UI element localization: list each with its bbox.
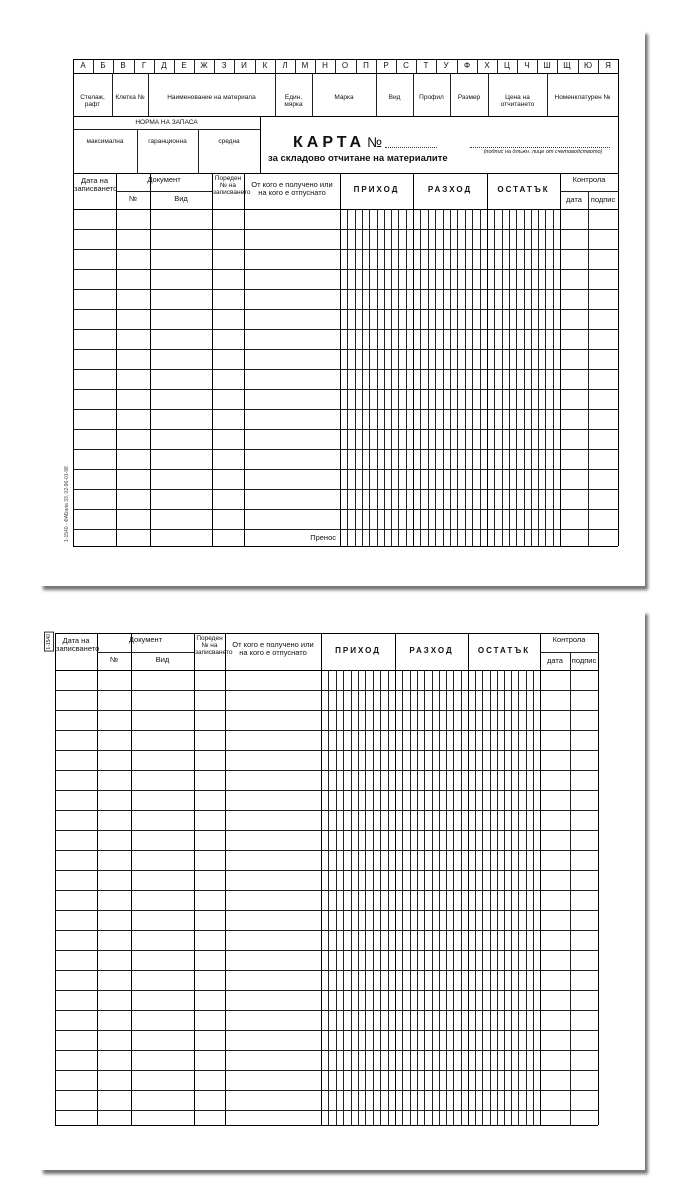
column-document-header: Документ: [128, 635, 163, 644]
column-from-to-header: От кого е получено или на кого е отпуснато: [251, 180, 333, 198]
grid-line: [365, 670, 366, 1125]
grid-line: [55, 633, 56, 1125]
grid-line: [343, 670, 344, 1125]
grid-line: [410, 670, 411, 1125]
grid-line: [73, 509, 618, 510]
grid-line: [55, 1050, 598, 1051]
alphabet-letter: Ж: [200, 61, 208, 70]
alphabet-letter: И: [241, 61, 247, 70]
grid-line: [391, 209, 392, 546]
form-back-sheet: [40, 610, 645, 1170]
grid-line: [55, 710, 598, 711]
grid-line: [480, 209, 481, 546]
grid-line: [97, 652, 194, 653]
grid-line: [417, 670, 418, 1125]
grid-line: [432, 670, 433, 1125]
column-expense-header: РАЗХОД: [409, 645, 454, 655]
alphabet-letter: У: [443, 61, 449, 70]
grid-line: [73, 469, 618, 470]
column-from-to-header: От кого е получено или на кого е отпуснато: [232, 640, 314, 658]
grid-line: [55, 770, 598, 771]
grid-line: [618, 116, 619, 173]
grid-line: [468, 633, 469, 1125]
form-front-sheet: [40, 30, 645, 586]
grid-line: [490, 670, 491, 1125]
grid-line: [465, 209, 466, 546]
grid-line: [395, 633, 396, 1125]
header-field-stelaj: Стелаж, рафт: [80, 94, 105, 109]
grid-line: [137, 129, 138, 173]
grid-line: [321, 633, 322, 1125]
grid-line: [73, 349, 618, 350]
grid-line: [55, 930, 598, 931]
grid-line: [509, 209, 510, 546]
grid-line: [55, 910, 598, 911]
column-control-header: Контрола: [552, 635, 586, 644]
form-back-grid: [40, 610, 645, 1170]
column-control-signature-header: подпис: [590, 195, 616, 204]
alphabet-letter: С: [403, 61, 409, 70]
alphabet-letter: Л: [282, 61, 288, 70]
column-doc-number-header: №: [128, 194, 138, 203]
grid-line: [73, 289, 618, 290]
alphabet-letter: Р: [383, 61, 389, 70]
grid-line: [502, 209, 503, 546]
column-expense-header: РАЗХОД: [427, 185, 473, 194]
column-doc-type-header: Вид: [174, 194, 188, 203]
grid-line: [55, 790, 598, 791]
header-field-edin_marka: Един. мярка: [284, 94, 303, 109]
alphabet-letter: Т: [423, 61, 429, 70]
grid-line: [446, 670, 447, 1125]
column-balance-header: ОСТАТЪК: [477, 645, 531, 655]
grid-line: [618, 73, 619, 116]
form-front-grid: [40, 30, 645, 586]
grid-line: [380, 670, 381, 1125]
card-subtitle: за складово отчитане на материалите: [268, 153, 448, 164]
grid-line: [55, 730, 598, 731]
grid-line: [73, 73, 618, 74]
grid-line: [538, 209, 539, 546]
grid-line: [560, 191, 618, 192]
grid-line: [540, 633, 541, 1125]
grid-line: [453, 670, 454, 1125]
norm-avg-label: средна: [218, 138, 240, 145]
grid-line: [73, 173, 618, 174]
grid-line: [424, 670, 425, 1125]
grid-line: [73, 449, 618, 450]
signature-field[interactable]: [470, 147, 610, 148]
grid-line: [504, 670, 505, 1125]
grid-line: [55, 970, 598, 971]
norm-max-label: максимална: [86, 138, 124, 145]
alphabet-letter: К: [262, 61, 268, 70]
grid-line: [55, 890, 598, 891]
grid-line: [398, 209, 399, 546]
grid-line: [73, 429, 618, 430]
grid-line: [73, 209, 618, 210]
print-code-stamp: 1-1540: [46, 634, 52, 650]
grid-line: [55, 1125, 598, 1126]
alphabet-letter: Б: [100, 61, 106, 70]
signature-note: (подпис на длъжн. лице от счетоводството): [483, 149, 603, 155]
grid-line: [439, 670, 440, 1125]
alphabet-letter: Н: [322, 61, 328, 70]
grid-line: [73, 329, 618, 330]
grid-line: [55, 1010, 598, 1011]
grid-line: [73, 389, 618, 390]
grid-line: [55, 810, 598, 811]
column-income-header: ПРИХОД: [335, 645, 381, 655]
alphabet-letter: Ф: [463, 61, 471, 70]
header-field-vid: Вид: [388, 94, 401, 101]
grid-line: [369, 209, 370, 546]
carry-forward-label: Пренос: [310, 533, 336, 542]
header-field-kletka: Клетка №: [115, 94, 145, 101]
alphabet-letter: Ш: [543, 61, 551, 70]
column-doc-type-header: Вид: [155, 655, 170, 664]
alphabet-letter: О: [341, 61, 349, 70]
grid-line: [73, 269, 618, 270]
grid-line: [328, 670, 329, 1125]
card-title: КАРТА: [293, 134, 366, 151]
column-document-header: Документ: [147, 175, 181, 184]
grid-line: [511, 670, 512, 1125]
grid-line: [518, 670, 519, 1125]
alphabet-letter: Я: [605, 61, 611, 70]
grid-line: [73, 129, 260, 130]
grid-line: [443, 209, 444, 546]
grid-line: [570, 652, 571, 1125]
grid-line: [73, 489, 618, 490]
grid-line: [55, 1070, 598, 1071]
grid-line: [618, 59, 619, 73]
grid-line: [358, 670, 359, 1125]
grid-line: [384, 209, 385, 546]
grid-line: [618, 173, 619, 546]
grid-line: [472, 209, 473, 546]
grid-line: [55, 1110, 598, 1111]
grid-line: [553, 209, 554, 546]
column-control-date-header: дата: [566, 195, 582, 204]
grid-line: [406, 209, 407, 546]
grid-line: [450, 209, 451, 546]
grid-line: [598, 633, 599, 1125]
grid-line: [457, 209, 458, 546]
grid-line: [402, 670, 403, 1125]
grid-line: [194, 633, 195, 1125]
grid-line: [497, 670, 498, 1125]
grid-line: [420, 209, 421, 546]
grid-line: [55, 1090, 598, 1091]
grid-line: [97, 633, 98, 1125]
grid-line: [55, 750, 598, 751]
column-control-signature-header: подпис: [571, 656, 597, 665]
alphabet-letter: Е: [181, 61, 187, 70]
grid-line: [73, 409, 618, 410]
column-control-date-header: дата: [547, 656, 563, 665]
grid-line: [55, 950, 598, 951]
grid-line: [336, 670, 337, 1125]
grid-line: [545, 209, 546, 546]
grid-line: [73, 309, 618, 310]
grid-line: [475, 670, 476, 1125]
grid-line: [428, 209, 429, 546]
grid-line: [55, 633, 598, 634]
grid-line: [198, 129, 199, 173]
card-number-field[interactable]: [385, 147, 437, 148]
grid-line: [116, 191, 212, 192]
grid-line: [531, 209, 532, 546]
grid-line: [482, 670, 483, 1125]
grid-line: [131, 633, 132, 1125]
header-field-nomenklaturen: Номенклатурен №: [554, 94, 611, 101]
column-serial-header: Пореден № на записването: [195, 635, 233, 657]
grid-line: [55, 870, 598, 871]
card-number-sign: №: [367, 134, 383, 150]
alphabet-letter: Ц: [504, 61, 510, 70]
column-serial-header: Пореден № на записването: [213, 175, 251, 197]
stock-norm-title: НОРМА НА ЗАПАСА: [135, 119, 198, 126]
alphabet-letter: М: [301, 61, 309, 70]
grid-line: [351, 670, 352, 1125]
grid-line: [73, 546, 618, 547]
column-balance-header: ОСТАТЪК: [497, 185, 550, 194]
grid-line: [494, 209, 495, 546]
grid-line: [73, 529, 618, 530]
column-doc-number-header: №: [109, 655, 119, 664]
alphabet-letter: Г: [141, 61, 147, 70]
norm-guarantee-label: гаранционна: [148, 138, 187, 145]
alphabet-letter: Ч: [524, 61, 530, 70]
header-field-cena: Цена на отчитането: [500, 94, 535, 109]
header-field-naimenovanie: Наименование на материала: [167, 94, 256, 101]
grid-line: [55, 670, 598, 671]
grid-line: [73, 249, 618, 250]
column-income-header: ПРИХОД: [353, 185, 400, 194]
grid-line: [377, 209, 378, 546]
alphabet-letter: Ю: [583, 61, 593, 70]
alphabet-letter: В: [120, 61, 126, 70]
column-date-header: Дата на записването: [74, 176, 118, 194]
grid-line: [355, 209, 356, 546]
grid-line: [55, 690, 598, 691]
side-print-code: 1-1540 - ФАБила 33, 02-96-01-98: [64, 466, 70, 542]
grid-line: [388, 670, 389, 1125]
grid-line: [526, 670, 527, 1125]
grid-line: [435, 209, 436, 546]
alphabet-letter: Д: [161, 61, 167, 70]
alphabet-letter: А: [80, 61, 86, 70]
grid-line: [55, 1030, 598, 1031]
column-date-header: Дата на записването: [56, 636, 100, 654]
grid-line: [516, 209, 517, 546]
alphabet-letter: З: [221, 61, 227, 70]
grid-line: [260, 116, 261, 173]
grid-line: [73, 116, 618, 117]
header-field-profil: Профил: [419, 94, 444, 101]
grid-line: [533, 670, 534, 1125]
alphabet-letter: П: [363, 61, 369, 70]
grid-line: [73, 369, 618, 370]
header-field-razmer: Размер: [457, 94, 481, 101]
alphabet-letter: Х: [484, 61, 490, 70]
grid-line: [461, 670, 462, 1125]
header-field-marka: Марка: [334, 94, 354, 101]
grid-line: [524, 209, 525, 546]
grid-line: [225, 633, 226, 1125]
grid-line: [55, 830, 598, 831]
column-control-header: Контрола: [572, 175, 606, 184]
alphabet-letter: Щ: [563, 61, 571, 70]
grid-line: [373, 670, 374, 1125]
grid-line: [55, 990, 598, 991]
grid-line: [362, 209, 363, 546]
grid-line: [347, 209, 348, 546]
grid-line: [540, 652, 598, 653]
grid-line: [55, 850, 598, 851]
grid-line: [73, 229, 618, 230]
